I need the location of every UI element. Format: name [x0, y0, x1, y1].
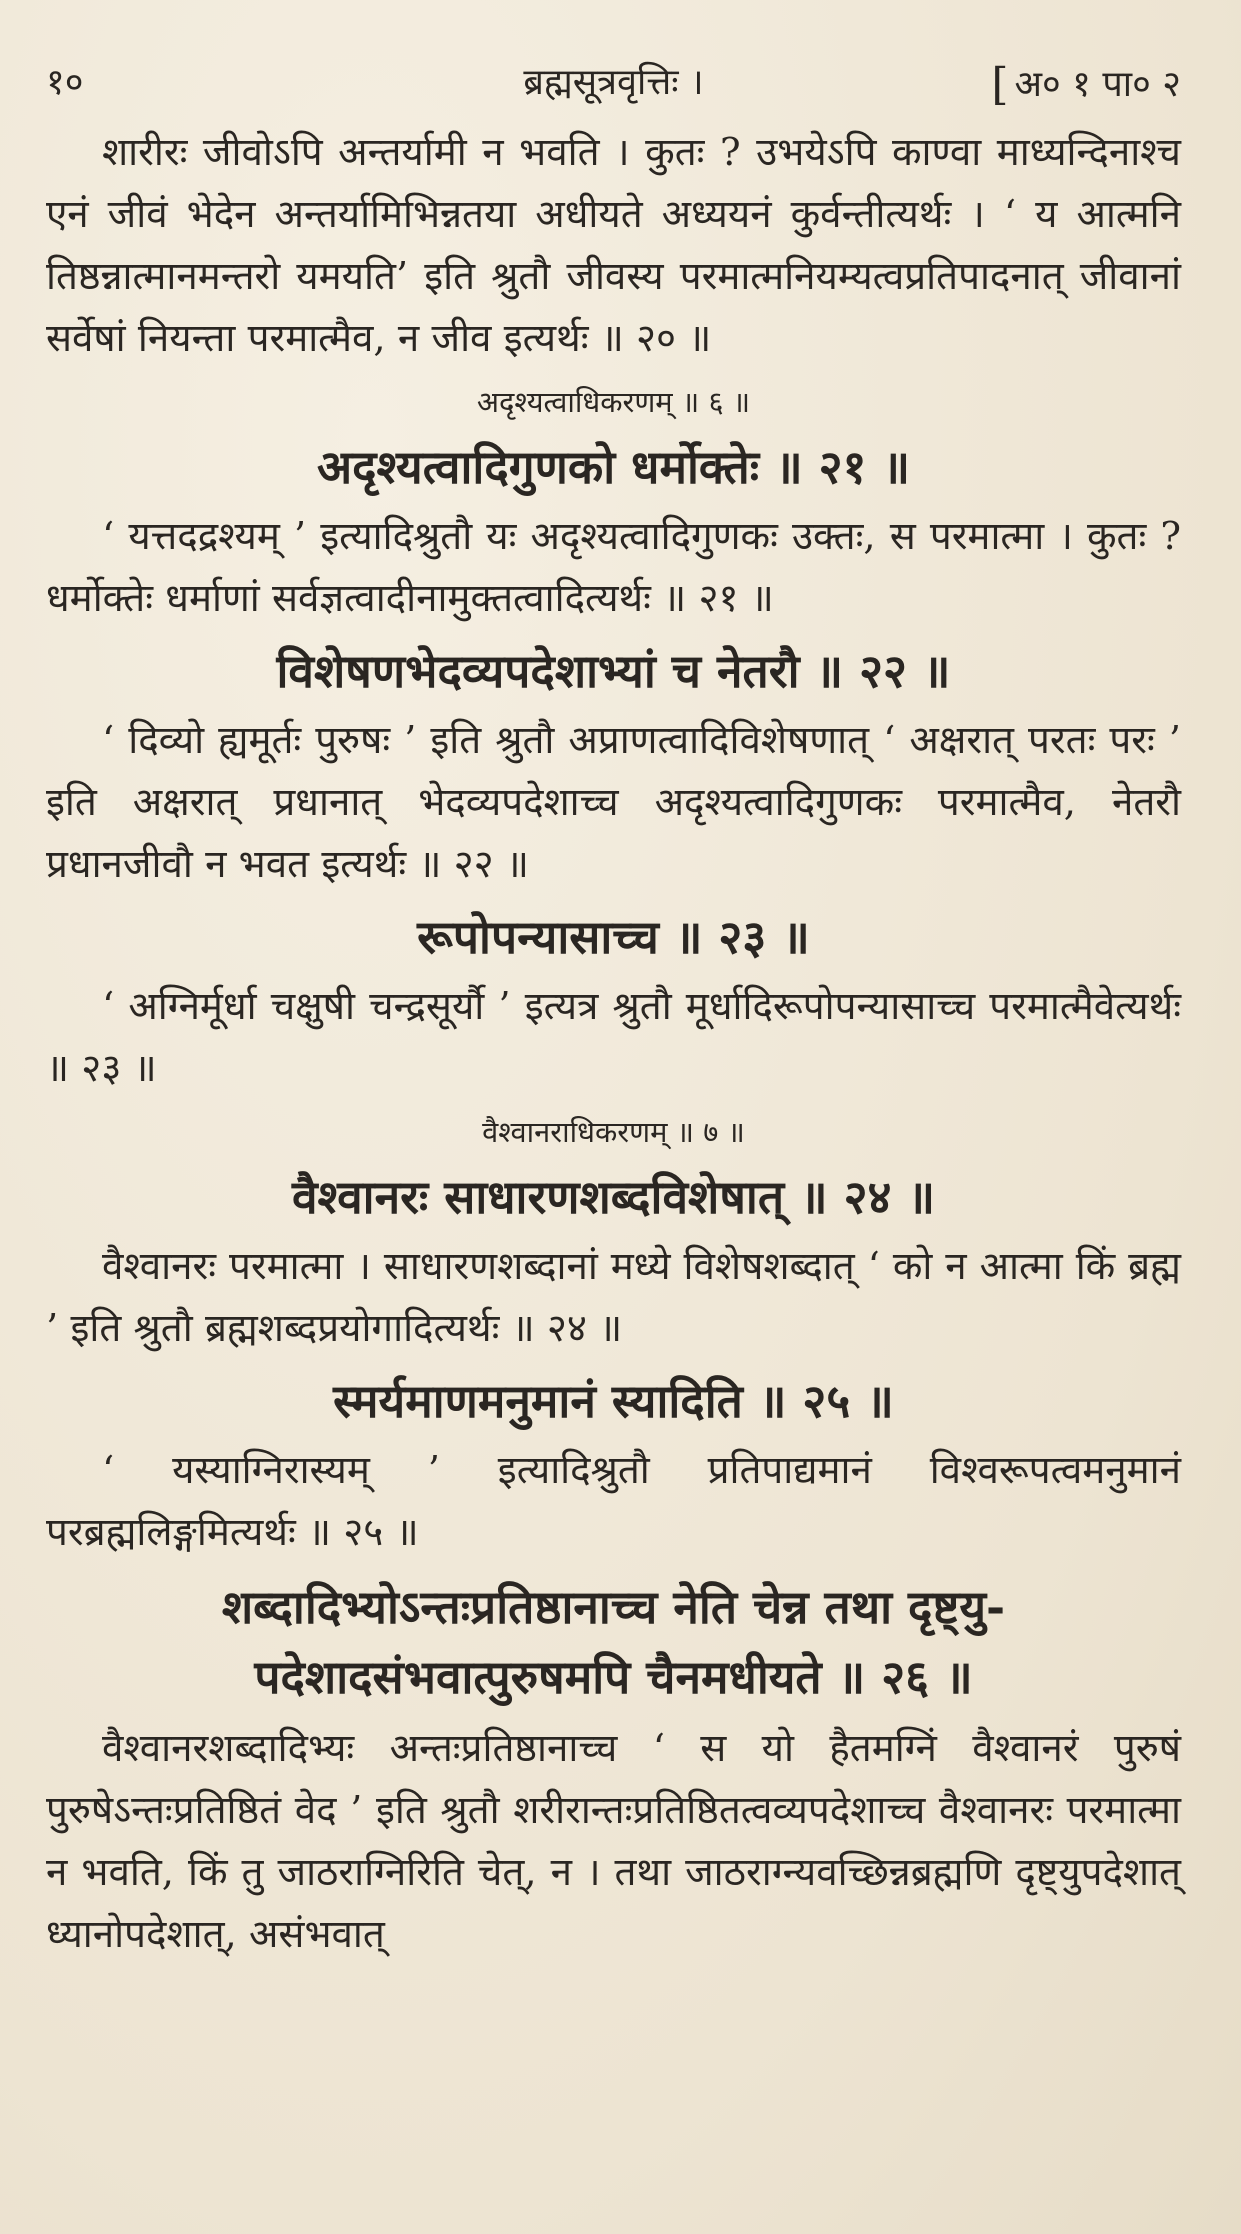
sutra-26 [46, 1572, 1181, 1712]
adhikarana-heading: अदृश्यत्वाधिकरणम् ॥ ६ ॥ [476, 385, 751, 419]
page-number: १० [46, 62, 84, 103]
commentary-paragraph: वैश्वानरः परमात्मा । साधारणशब्दानां मध्ये विशेषशब्दात् ‘ को न आत्मा किं ब्रह्म ’ इति श्रुतौ ब्रह्मशब्दप्रयोगादित्यर्थः ॥ २४ ॥ [46, 1244, 1181, 1351]
commentary-paragraph: ‘ यस्याग्निरास्यम् ’ इत्यादिश्रुतौ प्रतिपाद्यमानं विश्वरूपत्वमनुमानं परब्रह्मलिङ्गमित्यर्थः ॥ २५ ॥ [46, 1448, 1181, 1555]
sutra-24: वैश्वानरः साधारणशब्दविशेषात् ॥ २४ ॥ [291, 1170, 936, 1224]
sutra-23: रूपोपन्यासाच्च ॥ २३ ॥ [417, 910, 810, 964]
adhikarana-heading: वैश्वानराधिकरणम् ॥ ७ ॥ [482, 1115, 745, 1149]
sutra-22: विशेषणभेदव्यपदेशाभ्यां च नेतरौ ॥ २२ ॥ [276, 644, 951, 698]
sutra-21: अदृश्यत्वादिगुणको धर्मोक्तेः ॥ २१ ॥ [316, 440, 911, 494]
commentary-paragraph: वैश्वानरशब्दादिभ्यः अन्तःप्रतिष्ठानाच्च ‘ स यो हैतमग्निं वैश्वानरं पुरुषं पुरुषेऽन्तःप्रतिष्ठितं वेद ’ इति श्रुतौ शरीरान्तःप्रतिष्ठितत्वव्यपदेशाच्च वैश्वानरः परमात्मा न भवति, किं तु जाठराग्निरिति चेत्, न । तथा जाठराग्न्यवच्छिन्नब्रह्मणि दृष्ट्युपदेशात् ध्यानोपदेशात्, असंभवात् [46, 1726, 1181, 1957]
bracket-mark: [ [991, 59, 1009, 110]
sutra-line: पदेशादसंभवात्पुरुषमपि चैनमधीयते ॥ २६ ॥ [254, 1650, 973, 1704]
sutra-25: स्मर्यमाणमनुमानं स्यादिति ॥ २५ ॥ [333, 1374, 894, 1428]
sutra-line: शब्दादिभ्योऽन्तःप्रतिष्ठानाच्च नेति चेन्न तथा दृष्ट्यु- [221, 1580, 1006, 1634]
commentary-paragraph: ‘ अग्निर्मूर्धा चक्षुषी चन्द्रसूर्यौ ’ इत्यत्र श्रुतौ मूर्धादिरूपोपन्यासाच्च परमात्मैवेत्यर्थः ॥ २३ ॥ [46, 984, 1181, 1091]
section-ref-text: अ० १ पा० २ [1014, 64, 1181, 105]
commentary-paragraph: ‘ यत्तदद्रश्यम् ’ इत्यादिश्रुतौ यः अदृश्यत्वादिगुणकः उक्तः, स परमात्मा । कुतः ? धर्मोक्तेः धर्माणां सर्वज्ञत्वादीनामुक्तत्वादित्यर्थः ॥ २१ ॥ [46, 514, 1181, 621]
section-reference [991, 56, 1181, 110]
page-header [46, 52, 1181, 122]
commentary-paragraph: शारीरः जीवोऽपि अन्तर्यामी न भवति । कुतः ? उभयेऽपि काण्वा माध्यन्दिनाश्च एनं जीवं भेदेन अन्तर्यामिभिन्नतया अधीयते अध्ययनं कुर्वन्तीत्यर्थः । ‘ य आत्मनि तिष्ठन्नात्मानमन्तरो यमयति’ इति श्रुतौ जीवस्य परमात्मनियम्यत्वप्रतिपादनात् जीवानां सर्वेषां नियन्ता परमात्मैव, न जीव इत्यर्थः ॥ २० ॥ [46, 130, 1181, 361]
commentary-paragraph: ‘ दिव्यो ह्यमूर्तः पुरुषः ’ इति श्रुतौ अप्राणत्वादिविशेषणात् ‘ अक्षरात् परतः परः ’ इति अक्षरात् प्रधानात् भेदव्यपदेशाच्च अदृश्यत्वादिगुणकः परमात्मैव, नेतरौ प्रधानजीवौ न भवत इत्यर्थः ॥ २२ ॥ [46, 718, 1181, 887]
running-title: ब्रह्मसूत्रवृत्तिः । [523, 62, 704, 103]
